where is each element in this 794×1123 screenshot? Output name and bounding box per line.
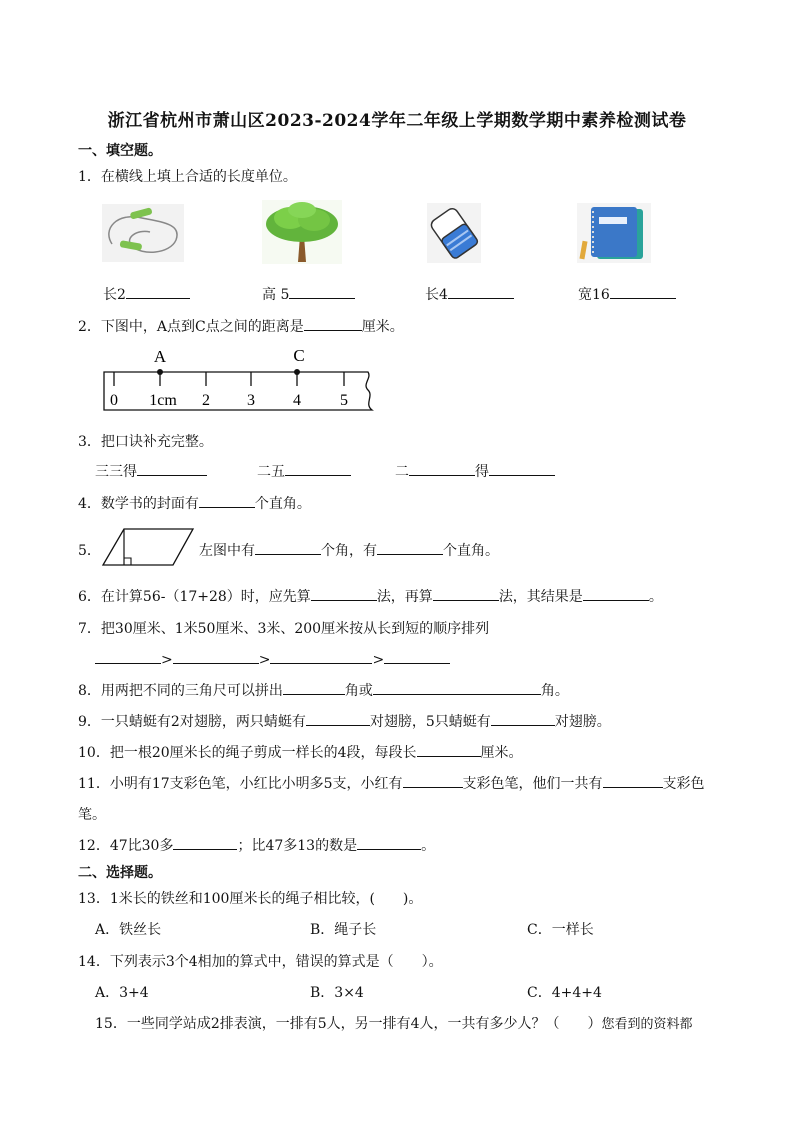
question-3: 3．把口诀补充完整。 <box>78 434 213 450</box>
unit-answer-eraser <box>425 284 514 304</box>
notebook-icon <box>577 203 651 263</box>
unit-answer-notebook <box>578 284 676 304</box>
blank[interactable] <box>270 649 372 664</box>
chant-text: 得 <box>475 464 489 480</box>
ordering-answer-row <box>95 649 450 668</box>
question-4 <box>78 493 311 513</box>
jump-rope-icon <box>102 204 184 262</box>
blank[interactable] <box>610 284 676 299</box>
question-14: 14．下列表示3个4相加的算式中，错误的算式是（ ）。 <box>78 954 443 970</box>
tick-label-3: 3 <box>247 392 255 409</box>
label-eraser: 长4 <box>425 287 448 303</box>
greater-than-sign: > <box>258 652 271 668</box>
question-10-text: 10．把一根20厘米长的绳子剪成一样长的4段，每段长 <box>78 745 417 761</box>
blank[interactable] <box>95 649 161 664</box>
question-7: 7．把30厘米、1米50厘米、3米、200厘米按从长到短的顺序排列 <box>78 621 490 637</box>
watermark-text: 您看到的资料都 <box>601 1017 693 1032</box>
ruler-diagram <box>100 344 384 416</box>
q14-option-b[interactable]: B．3×4 <box>310 985 364 1001</box>
tree-icon <box>262 200 342 264</box>
question-10 <box>78 742 523 762</box>
blank[interactable] <box>126 284 190 299</box>
tick-label-0: 0 <box>110 392 118 409</box>
label-notebook: 宽16 <box>578 287 610 303</box>
unit-answer-jump-rope <box>103 284 190 304</box>
question-6-text: 6．在计算56-（17+28）时，应先算 <box>78 589 311 605</box>
blank[interactable] <box>373 680 541 695</box>
question-12-text: ；比47多13的数是 <box>237 838 358 854</box>
blank[interactable] <box>173 835 237 850</box>
blank[interactable] <box>491 711 555 726</box>
question-12 <box>78 835 435 855</box>
chant-item-2 <box>257 461 351 481</box>
blank[interactable] <box>583 586 649 601</box>
question-5 <box>199 540 499 560</box>
question-6 <box>78 586 663 606</box>
question-2 <box>78 316 404 336</box>
blank[interactable] <box>173 649 259 664</box>
eraser-icon <box>427 203 481 263</box>
question-4-tail: 个直角。 <box>254 496 311 512</box>
tick-label-1: 1cm <box>149 392 177 409</box>
question-6-text: 法，其结果是 <box>498 589 583 605</box>
question-11-text: 11．小明有17支彩色笔，小红比小明多5支，小红有 <box>78 776 403 792</box>
question-15 <box>95 1013 693 1033</box>
q14-option-c[interactable]: C．4+4+4 <box>527 985 602 1001</box>
blank[interactable] <box>283 680 345 695</box>
label-jump-rope: 长2 <box>103 287 126 303</box>
question-15-text: 15．一些同学站成2排表演，一排有5人，另一排有4人，一共有多少人？（ ） <box>95 1016 602 1032</box>
point-c-label: C <box>293 346 305 365</box>
blank[interactable] <box>255 540 321 555</box>
blank[interactable] <box>377 540 443 555</box>
question-8-text: 角或 <box>344 683 373 699</box>
question-5-text: 个角，有 <box>321 543 377 559</box>
chant-item-1 <box>95 461 207 481</box>
chant-text: 二 <box>395 464 409 480</box>
blank[interactable] <box>289 284 355 299</box>
blank[interactable] <box>285 461 351 476</box>
blank[interactable] <box>304 316 362 331</box>
question-13: 13．1米长的铁丝和100厘米长的绳子相比较，( )。 <box>78 891 423 907</box>
question-9-text: 对翅膀。 <box>554 714 611 730</box>
chant-text: 二五 <box>257 464 285 480</box>
page-title: 浙江省杭州市萧山区2023-2024学年二年级上学期数学期中素养检测试卷 <box>107 111 687 131</box>
blank[interactable] <box>489 461 555 476</box>
question-5-number: 5． <box>78 543 101 559</box>
question-11-text: 支彩色 <box>662 776 705 792</box>
question-8-text: 角。 <box>540 683 569 699</box>
point-c-dot <box>294 369 300 375</box>
blank[interactable] <box>199 493 255 508</box>
blank[interactable] <box>311 586 377 601</box>
question-6-text: 。 <box>648 589 663 605</box>
chant-item-3 <box>395 461 555 481</box>
blank[interactable] <box>384 649 450 664</box>
chant-text: 三三得 <box>95 464 137 480</box>
greater-than-sign: > <box>161 652 173 668</box>
q13-option-b[interactable]: B．绳子长 <box>310 922 377 938</box>
question-2-unit: 厘米。 <box>361 319 404 335</box>
blank[interactable] <box>417 742 481 757</box>
question-9 <box>78 711 611 731</box>
blank[interactable] <box>409 461 475 476</box>
question-9-text: 9．一只蜻蜓有2对翅膀，两只蜻蜓有 <box>78 714 306 730</box>
q14-option-a[interactable]: A．3+4 <box>95 985 149 1001</box>
question-4-text: 4．数学书的封面有 <box>78 496 199 512</box>
question-11 <box>78 773 705 793</box>
question-12-text: 。 <box>421 838 436 854</box>
blank[interactable] <box>357 835 421 850</box>
question-11-continued: 笔。 <box>78 807 106 823</box>
greater-than-sign: > <box>372 652 385 668</box>
point-a-dot <box>157 369 163 375</box>
question-5-text: 左图中有 <box>199 543 255 559</box>
point-a-label: A <box>153 347 167 366</box>
question-1: 1．在横线上填上合适的长度单位。 <box>78 169 297 185</box>
tick-label-5: 5 <box>340 392 348 409</box>
blank[interactable] <box>603 773 663 788</box>
question-2-text: 2．下图中，A点到C点之间的距离是 <box>78 319 304 335</box>
question-12-text: 12．47比30多 <box>78 838 174 854</box>
question-8 <box>78 680 569 700</box>
tick-label-2: 2 <box>202 392 210 409</box>
question-5-text: 个直角。 <box>443 543 499 559</box>
parallelogram-figure <box>100 526 196 568</box>
section-fill-blank-heading: 一、填空题。 <box>78 143 162 159</box>
blank[interactable] <box>433 586 499 601</box>
question-10-text: 厘米。 <box>480 745 523 761</box>
q13-option-a[interactable]: A．铁丝长 <box>95 922 162 938</box>
blank[interactable] <box>306 711 370 726</box>
label-tree: 高 5 <box>262 287 290 303</box>
blank[interactable] <box>403 773 463 788</box>
tick-label-4: 4 <box>293 392 301 409</box>
blank[interactable] <box>448 284 514 299</box>
section-choice-heading: 二、选择题。 <box>78 865 162 881</box>
unit-answer-tree <box>262 284 355 304</box>
question-6-text: 法，再算 <box>376 589 433 605</box>
question-11-text: 支彩色笔，他们一共有 <box>462 776 603 792</box>
question-9-text: 对翅膀，5只蜻蜓有 <box>369 714 491 730</box>
q13-option-c[interactable]: C．一样长 <box>527 922 594 938</box>
question-8-text: 8．用两把不同的三角尺可以拼出 <box>78 683 283 699</box>
blank[interactable] <box>137 461 207 476</box>
